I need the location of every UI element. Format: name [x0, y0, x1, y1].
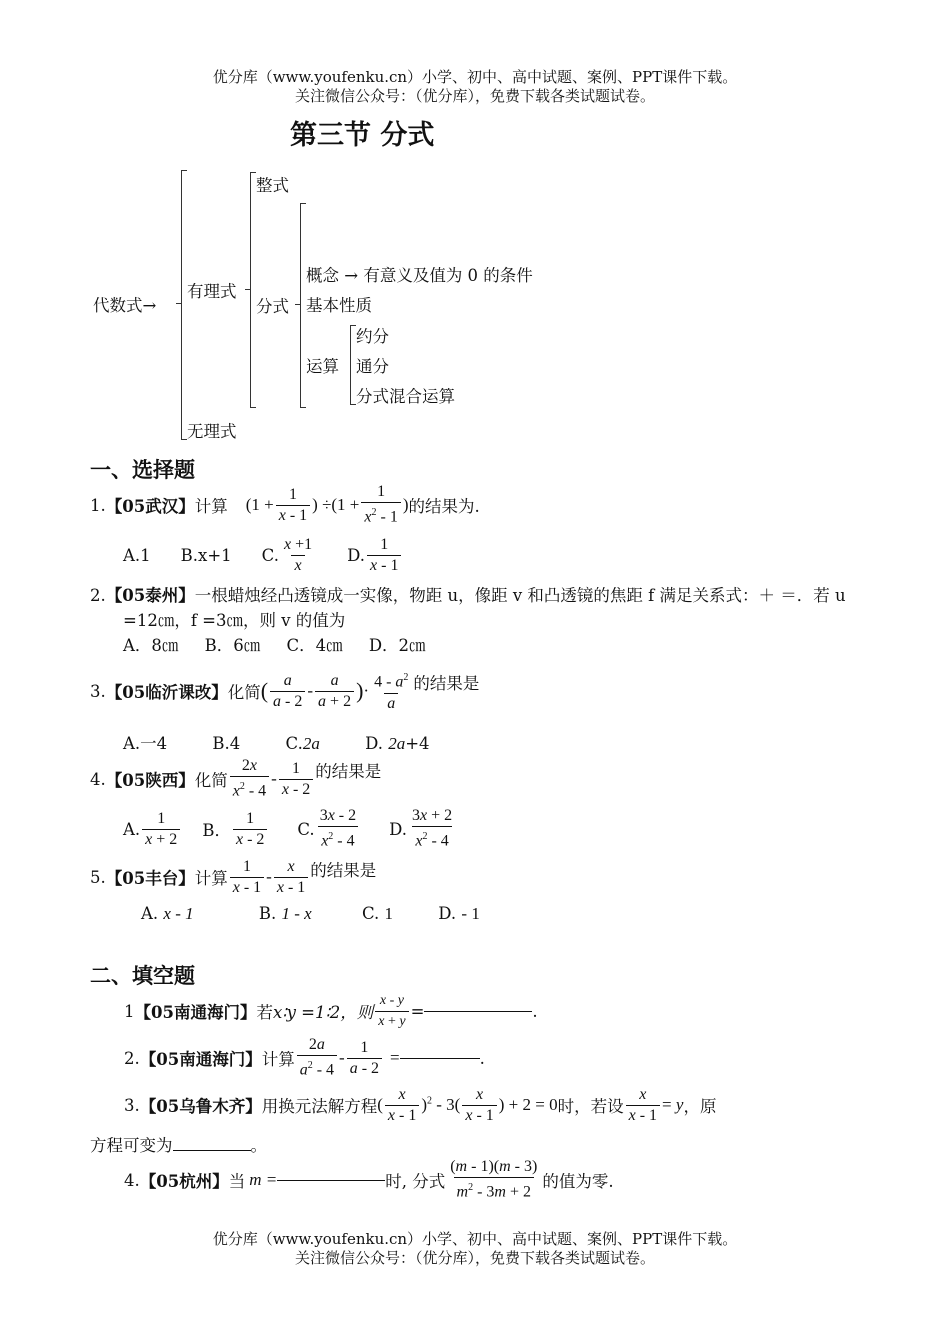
q4-frac-1: $\frac{2x}{x^2 - 4}$ [230, 756, 269, 801]
brace-4 [350, 325, 351, 405]
q1-expr: (1 + [245, 495, 274, 514]
f1-post: = [410, 1001, 425, 1021]
q4-option-b: B． [202, 821, 231, 840]
q3-frac-1: $\frac{a}{a - 2}$ [270, 671, 305, 712]
brace-2 [250, 172, 251, 408]
fill-question-2: 2. 【05南通海门】 计算 $\frac{2a}{a^2 - 4}$ - $\frac{1}{a - 2}$ = . [124, 1036, 485, 1079]
q5-option-d: D. [438, 904, 457, 923]
q4-options [123, 804, 457, 854]
q1-options [123, 530, 403, 580]
q1-option-c: C. [261, 545, 279, 565]
f1-pre: 若 [256, 1003, 273, 1022]
q4-option-d: D. [389, 819, 408, 839]
f3-number: 3. [124, 1095, 140, 1115]
q3-pre: 化简 [227, 683, 261, 702]
tree-integral: 整式 [256, 176, 289, 195]
q2-tag: 【05泰州】 [105, 586, 195, 605]
q1-tag: 【05武汉】 [105, 497, 195, 516]
fill-question-3: 3. 【05乌鲁木齐】 用换元法解方程 ( $\frac{x}{x - 1}$ )$^2$ - 3( $\frac{x}{x - 1}$ ) + 2 = 0 时，若设 $\frac{x}{x - 1}$ = y ，原 [124, 1085, 717, 1124]
fill-question-1 [124, 988, 538, 1034]
q3-tag: 【05临沂课改】 [105, 683, 228, 702]
q1-option-b: B.x+1 [180, 545, 232, 565]
q5-option-b: B. [258, 904, 277, 923]
f2-answer-blank[interactable] [400, 1058, 480, 1059]
brace-2-tick [245, 289, 250, 290]
header-line-2: 关注微信公众号：（优分库），免费下载各类试题试卷。 [294, 87, 655, 105]
brace-3-tick [295, 304, 300, 305]
tree-property: 基本性质 [306, 296, 372, 315]
q2-options: A．8㎝ B．6㎝ C．4㎝ D．2㎝ [123, 636, 426, 655]
f2-end: . [479, 1048, 485, 1068]
q3-option-d-value: 2a [388, 734, 406, 753]
question-3: 3. 【05临沂课改】 化简 ( $\frac{a}{a - 2}$ - $\frac{a}{a + 2}$ ) · $\frac{4 - a^2}{a}$ 的结果是 [90, 666, 479, 716]
f4-post: 的值为零. [542, 1172, 614, 1191]
q1-frac-2: $\frac{1}{x^2 - 1}$ [361, 482, 400, 527]
q1-number: 1. [90, 495, 106, 515]
f1-answer-blank[interactable] [424, 1011, 532, 1012]
q2-number: 2. [90, 586, 106, 605]
q3-frac-2: $\frac{a}{a + 2}$ [315, 671, 354, 712]
q3-option-d-tail: +4 [405, 734, 430, 753]
tree-common: 通分 [356, 357, 389, 376]
f1-ratio: x∶y =1∶2，则 [272, 1003, 374, 1022]
tree-fraction: 分式 [256, 297, 289, 316]
q4-number: 4. [90, 769, 106, 789]
f3-pre: 用换元法解方程 [261, 1097, 378, 1116]
f2-tag: 【05南通海门】 [139, 1050, 262, 1069]
q4-frac-2: $\frac{1}{x - 2}$ [279, 759, 313, 800]
tree-concept: 概念 → 有意义及值为 0 的条件 [306, 266, 533, 285]
q2-text: 一根蜡烛经凸透镜成一实像，物距 u，像距 v 和凸透镜的焦距 f 满足关系式：＋ ＝．若 u [194, 586, 846, 605]
q4-option-b-frac: $\frac{1}{x - 2}$ [233, 809, 267, 850]
q1-option-d-frac: $\frac{1}{x - 1}$ [367, 535, 401, 576]
q4-post: 的结果是 [315, 762, 382, 781]
question-4: 4. 【05陕西】 化简 $\frac{2x}{x^2 - 4}$ - $\frac{1}{x - 2}$ 的结果是 [90, 757, 382, 800]
q3-frac-3: $\frac{4 - a^2}{a}$ [374, 672, 409, 712]
brace-1 [181, 170, 182, 440]
q3-option-c-value: 2a [302, 734, 320, 753]
q3-number: 3. [90, 681, 106, 701]
f4-pre: 当 [228, 1172, 246, 1191]
q4-option-d-frac: $\frac{3x + 2}{x^2 - 4}$ [412, 807, 453, 850]
q5-post: 的结果是 [310, 861, 377, 880]
f4-number: 4. [124, 1170, 140, 1190]
q4-pre: 化简 [194, 771, 228, 790]
q4-option-c-frac: $\frac{3x - 2}{x^2 - 4}$ [319, 807, 357, 850]
q1-pre: 计算 [194, 497, 228, 516]
f3-frac-2: $\frac{x}{x - 1}$ [462, 1085, 496, 1126]
f2-post: = [390, 1048, 400, 1067]
q5-option-d-value: - 1 [461, 904, 480, 923]
question-5: 5. 【05丰台】 计算 $\frac{1}{x - 1}$ - $\frac{x}{x - 1}$ 的结果是 [90, 857, 377, 896]
q5-option-b-value: 1 - x [281, 904, 312, 923]
footer-line-2: 关注微信公众号：（优分库），免费下载各类试题试卷。 [294, 1249, 655, 1267]
question-2 [90, 582, 846, 606]
tree-rational: 有理式 [187, 282, 237, 301]
q3-option-b: B.4 [212, 734, 241, 753]
f3-answer-blank[interactable] [173, 1136, 251, 1151]
page-title: 第三节 分式 [290, 120, 435, 151]
q4-option-c: C. [297, 819, 315, 839]
f3-line2-text: 方程可变为 [90, 1136, 173, 1155]
f1-tag: 【05南通海门】 [134, 1003, 257, 1022]
f3-frac-1: $\frac{x}{x - 1}$ [385, 1085, 419, 1126]
q2-text-2: =12㎝，f =3㎝，则 v 的值为 [123, 611, 346, 630]
q1-post: 的结果为. [408, 497, 480, 516]
header-line-1: 优分库（www.youfenku.cn）小学、初中、高中试题、案例、PPT课件下载。 [212, 68, 738, 86]
q3-option-d: D. [365, 734, 383, 753]
q1-frac-1: $\frac{1}{x - 1}$ [276, 485, 310, 526]
tree-mixed: 分式混合运算 [356, 387, 455, 406]
f1-frac: $\frac{x - y}{x + y}$ [375, 991, 408, 1032]
f2-frac-1: $\frac{2a}{a^2 - 4}$ [297, 1035, 337, 1080]
q3-option-c: C. [285, 734, 303, 753]
q5-number: 5. [90, 867, 106, 887]
f1-number: 1 [124, 1001, 135, 1021]
tree-reduce: 约分 [356, 327, 389, 346]
f3-tag: 【05乌鲁木齐】 [139, 1097, 262, 1116]
q1-option-c-frac: $\frac{x +1}{x}$ [283, 535, 313, 574]
f3-frac-3: $\frac{x}{x - 1}$ [626, 1085, 660, 1126]
q5-option-a: A. [141, 904, 159, 923]
tree-operation: 运算 [306, 357, 339, 376]
f3-line-2 [90, 1132, 267, 1156]
q5-option-a-value: x - 1 [163, 904, 194, 923]
q1-option-a: A.1 [123, 545, 151, 565]
section-choice-title: 一、选择题 [90, 458, 195, 482]
q4-option-a: A. [123, 819, 141, 839]
f3-end: 。 [250, 1136, 267, 1155]
tree-root: 代数式→ [93, 296, 157, 315]
tree-irrational: 无理式 [187, 422, 237, 441]
q4-option-a-frac: $\frac{1}{x + 2}$ [142, 809, 180, 850]
f1-end: . [532, 1001, 538, 1021]
f2-pre: 计算 [261, 1050, 295, 1069]
brace-3 [300, 203, 301, 408]
q5-frac-1: $\frac{1}{x - 1}$ [230, 857, 264, 898]
f4-tag: 【05杭州】 [139, 1172, 229, 1191]
f4-mid: 时, 分式 [385, 1172, 446, 1191]
q5-tag: 【05丰台】 [105, 869, 195, 888]
q5-options [141, 904, 480, 924]
f4-m: m = [249, 1170, 278, 1189]
f2-frac-2: $\frac{1}{a - 2}$ [347, 1038, 382, 1079]
f2-number: 2. [124, 1048, 140, 1068]
brace-1-tick [176, 303, 181, 304]
footer-line-1: 优分库（www.youfenku.cn）小学、初中、高中试题、案例、PPT课件下载。 [212, 1230, 738, 1248]
f3-post: ，原 [683, 1097, 717, 1116]
q4-tag: 【05陕西】 [105, 771, 195, 790]
question-1: 1. 【05武汉】 计算 (1 + $\frac{1}{x - 1}$ ) ÷(1 + $\frac{1}{x^2 - 1}$ ) 的结果为. [90, 483, 480, 526]
f4-frac: $\frac{(m - 1)(m - 3)}{m^2 - 3m + 2}$ [450, 1158, 538, 1201]
f4-answer-blank[interactable] [277, 1180, 385, 1181]
q5-option-c-value: 1 [384, 904, 394, 923]
q3-option-a: A.一4 [123, 734, 168, 753]
section-fill-title: 二、填空题 [90, 964, 195, 988]
q3-post: 的结果是 [413, 674, 480, 693]
q5-option-c: C. [361, 904, 380, 923]
q5-pre: 计算 [194, 869, 228, 888]
q3-options [123, 730, 430, 754]
q1-option-d: D. [347, 545, 365, 565]
fill-question-4 [124, 1155, 614, 1205]
q5-frac-2: $\frac{x}{x - 1}$ [274, 857, 308, 898]
f3-mid: 时，若设 [557, 1097, 624, 1116]
